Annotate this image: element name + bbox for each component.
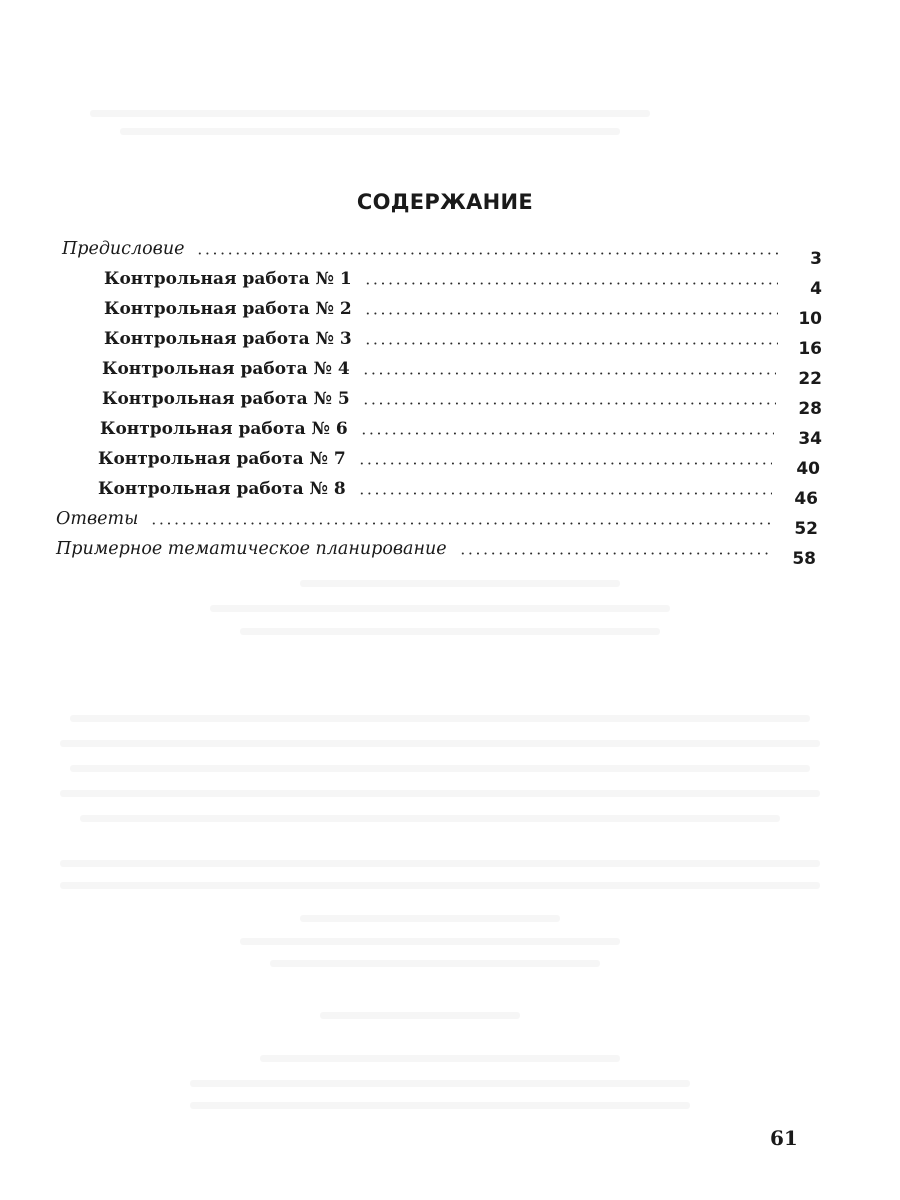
toc-entry-page: 40 [796,459,820,479]
toc-entry [56,498,818,539]
toc-entry [56,528,816,569]
toc-entry-page: 4 [810,279,822,299]
dot-leader [364,312,778,315]
toc-entry [98,468,818,509]
toc-entry-label: Контрольная работа № 7 [98,449,346,469]
dot-leader [360,432,774,435]
toc-entry-page: 58 [792,549,816,569]
toc-entry-page: 52 [794,519,818,539]
toc-entry [104,318,822,359]
dot-leader [358,462,772,465]
toc-entry [98,438,820,479]
toc-entry-page: 46 [794,489,818,509]
toc-entry-label: Ответы [56,508,139,529]
toc-entry [62,228,822,269]
dot-leader [364,342,778,345]
toc-entry [104,288,822,329]
toc-entry-label: Контрольная работа № 2 [104,299,352,319]
dot-leader [362,372,776,375]
toc-entry-label: Контрольная работа № 6 [100,419,348,439]
toc-entry-page: 10 [798,309,822,329]
toc-entry-page: 28 [798,399,822,419]
toc-title: СОДЕРЖАНИЕ [356,190,534,214]
dot-leader [358,492,772,495]
toc-entry-label: Контрольная работа № 5 [102,389,350,409]
toc-entry-label: Контрольная работа № 3 [104,329,352,349]
page-number: 61 [770,1126,798,1150]
dot-leader [459,552,770,555]
toc-entry [100,408,822,449]
dot-leader [196,252,782,255]
toc-entry-label: Предисловие [62,238,185,259]
dot-leader [150,522,772,525]
toc-entry-label: Контрольная работа № 4 [102,359,350,379]
toc-entry [104,258,822,299]
toc-entry-page: 22 [798,369,822,389]
toc-entry-page: 16 [798,339,822,359]
toc-entry [102,348,822,389]
dot-leader [362,402,776,405]
toc-entry-label: Контрольная работа № 1 [104,269,352,289]
toc-entry-label: Контрольная работа № 8 [98,479,346,499]
toc-entry-page: 34 [798,429,822,449]
toc-entry [102,378,822,419]
dot-leader [364,282,778,285]
toc-entry-label: Примерное тематическое планирование [56,538,447,559]
toc-entry-page: 3 [810,249,822,269]
